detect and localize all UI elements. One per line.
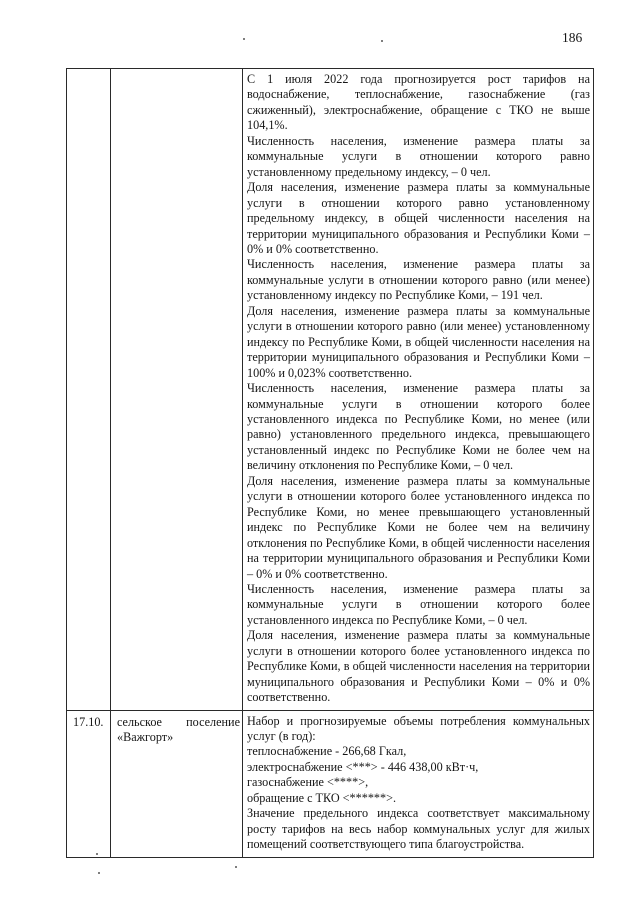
row-number-cell: 17.10. xyxy=(67,710,111,857)
scan-speck xyxy=(235,866,237,868)
consumption-item: обращение с ТКО <******>. xyxy=(247,790,397,805)
description-cell xyxy=(243,710,594,857)
description-paragraph: Доля населения, изменение размера платы за коммунальные услуги в отношении которого более установленного индекса по Республике Коми, в общей численности населения на территории муниципального образования и Республики Коми – 0% и 0% соответственно. xyxy=(247,628,590,705)
consumption-item: электроснабжение <***> - 446 438,00 кВт·ч, xyxy=(247,759,479,774)
description-paragraph: Численность населения, изменение размера платы за коммунальные услуги в отношении которого равно (или менее) установленному индексу по Республике Коми, – 191 чел. xyxy=(247,257,590,303)
description-paragraph: С 1 июля 2022 года прогнозируется рост тарифов на водоснабжение, теплоснабжение, газоснабжение (газ сжиженный), электроснабжение, обращение с ТКО не выше 104,1%. xyxy=(247,72,590,133)
scan-speck xyxy=(243,38,245,40)
consumption-intro: Набор и прогнозируемые объемы потребления коммунальных услуг (в год): xyxy=(247,713,590,744)
table-row xyxy=(67,69,594,711)
tariff-table xyxy=(66,68,594,858)
municipality-name-cell: сельское поселение «Важгорт» xyxy=(111,710,243,857)
description-paragraph: Численность населения, изменение размера платы за коммунальные услуги в отношении которого более установленного индекса по Республике Коми, но менее (или равно) установленного предельного индекса, превышающего установленный индекс по Республике Коми не более чем на величину отклонения по Республике Коми, – 0 чел. xyxy=(247,381,590,473)
consumption-item: газоснабжение <****>, xyxy=(247,775,369,790)
scan-speck xyxy=(96,853,98,855)
description-paragraph: Численность населения, изменение размера платы за коммунальные услуги в отношении которого равно установленному предельному индексу, – 0 чел. xyxy=(247,133,590,179)
scan-speck xyxy=(381,40,383,42)
description-paragraph: Численность населения, изменение размера платы за коммунальные услуги в отношении которого более установленного индекса по Республике Коми, – 0 чел. xyxy=(247,581,590,627)
limit-index-note: Значение предельного индекса соответствует максимальному росту тарифов на весь набор коммунальных услуг для жилых помещений соответствующего типа благоустройства. xyxy=(247,806,590,852)
municipality-name-cell xyxy=(111,69,243,711)
description-paragraph: Доля населения, изменение размера платы за коммунальные услуги в отношении которого равно (или менее) установленному индексу по Республике Коми, в общей численности населения на территории муниципального образования и Республики Коми – 100% и 0,023% соответственно. xyxy=(247,303,590,380)
table-row xyxy=(67,710,594,857)
description-paragraph: Доля населения, изменение размера платы за коммунальные услуги в отношении которого равно установленному предельному индексу, в общей численности населения на территории муниципального образования и Республики Коми – 0% и 0% соответственно. xyxy=(247,180,590,256)
page-number: 186 xyxy=(562,30,583,45)
row-number-cell xyxy=(67,69,111,711)
description-paragraph: Доля населения, изменение размера платы за коммунальные услуги в отношении которого более установленного индекса по Республике Коми, но менее превышающего установленный индекс по Республике Коми не более чем на величину отклонения по Республике Коми, в общей численности населения на территории муниципального образования и Республики Коми – 0% и 0% соответственно. xyxy=(247,473,590,581)
scan-speck xyxy=(98,872,100,874)
consumption-item: теплоснабжение - 266,68 Гкал, xyxy=(247,744,407,759)
description-cell xyxy=(243,69,594,711)
